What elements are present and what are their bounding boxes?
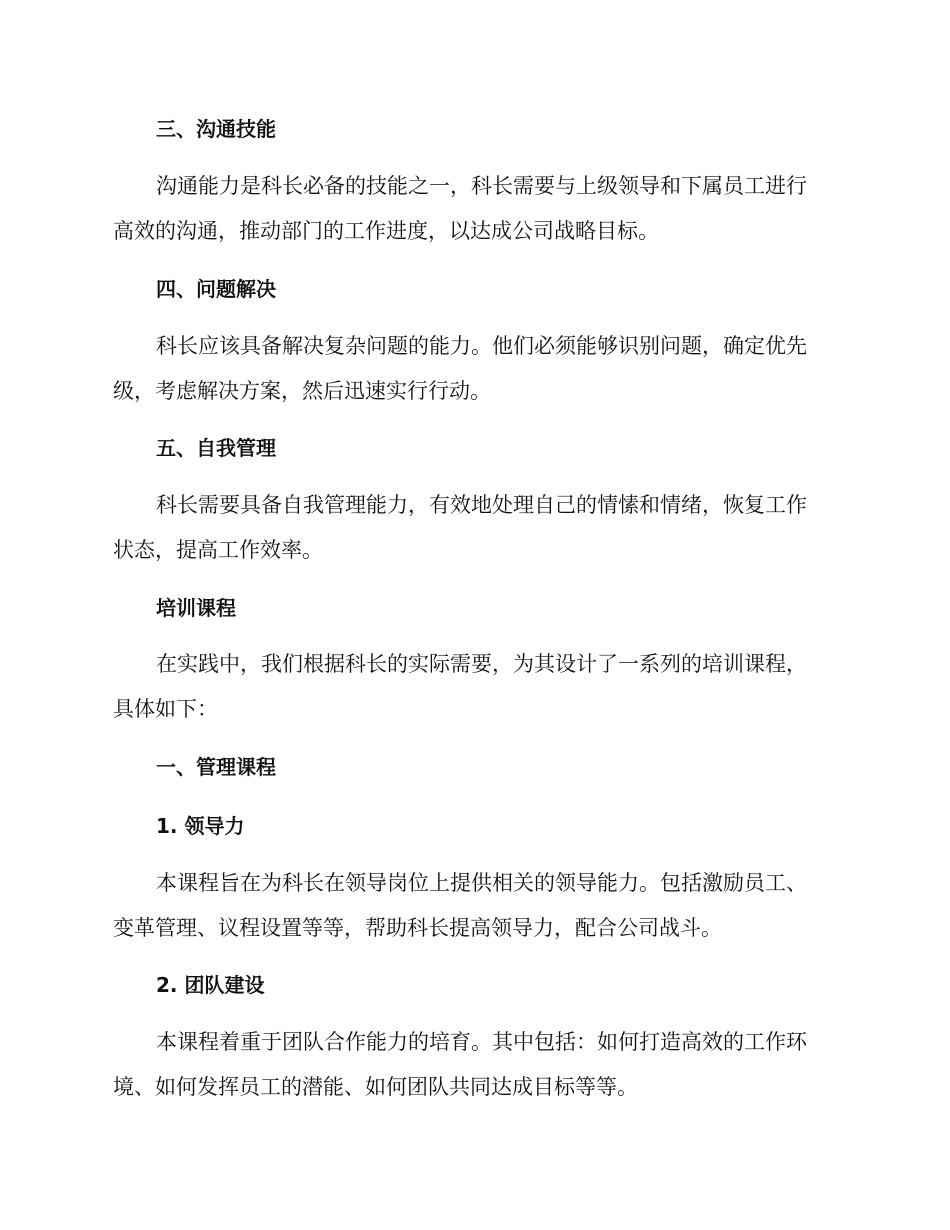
paragraph-line: 具体如下： [113,697,218,721]
paragraph-line: 本课程旨在为科长在领导岗位上提供相关的领导能力。包括激励员工、 [156,871,807,895]
paragraph-line: 沟通能力是科长必备的技能之一，科长需要与上级领导和下属员工进行 [156,174,807,198]
paragraph-self-management [113,483,833,573]
paragraph-line: 境、如何发挥员工的潜能、如何团队共同达成目标等等。 [113,1075,638,1099]
paragraph-line: 高效的沟通，推动部门的工作进度，以达成公司战略目标。 [113,219,659,243]
paragraph-problem-solving [113,324,833,414]
heading-leadership: 1. 领导力 [156,814,245,838]
heading-management-courses: 一、管理课程 [156,755,276,779]
paragraph-line: 状态，提高工作效率。 [113,538,323,562]
paragraph-line: 科长需要具备自我管理能力，有效地处理自己的情愫和情绪，恢复工作 [156,493,807,517]
heading-problem-solving: 四、问题解决 [156,277,276,301]
paragraph-line: 变革管理、议程设置等等，帮助科长提高领导力，配合公司战斗。 [113,916,722,940]
paragraph-line: 级，考虑解决方案，然后迅速实行行动。 [113,379,491,403]
heading-team-building: 2. 团队建设 [156,973,265,997]
paragraph-line: 本课程着重于团队合作能力的培育。其中包括：如何打造高效的工作环 [156,1030,807,1054]
paragraph-training-courses [113,642,833,732]
paragraph-communication-skills [113,164,833,254]
paragraph-team-building [113,1020,833,1110]
heading-self-management: 五、自我管理 [156,436,276,460]
heading-training-courses: 培训课程 [156,596,236,620]
paragraph-leadership [113,861,833,951]
heading-communication-skills: 三、沟通技能 [156,117,276,141]
paragraph-line: 科长应该具备解决复杂问题的能力。他们必须能够识别问题，确定优先 [156,334,807,358]
paragraph-line: 在实践中，我们根据科长的实际需要，为其设计了一系列的培训课程， [156,652,807,676]
